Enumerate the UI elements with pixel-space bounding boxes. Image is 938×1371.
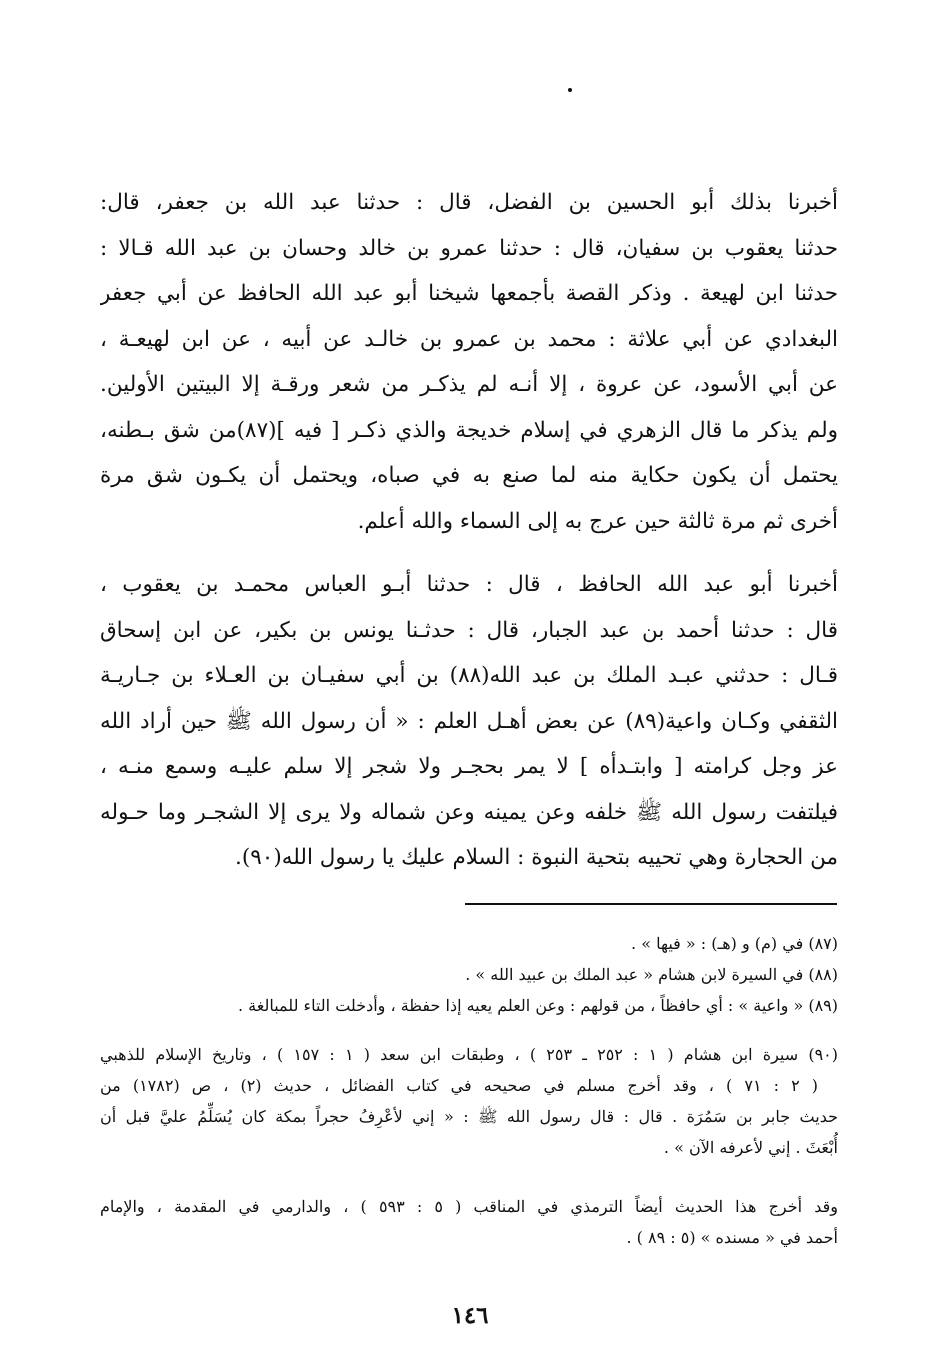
- footnote-line: أُبْعَثَ . إني لأعرفه الآن » .: [663, 1138, 838, 1157]
- footnote-line: أحمد في « مسنده » (٥ : ٨٩ ) .: [626, 1228, 838, 1247]
- footnote-88: (٨٨) في السيرة لابن هشام « عبد الملك بن عبيد الله » .: [465, 965, 838, 984]
- text-line: ولم يذكر ما قال الزهري في إسلام خديجة والذي ذكـر [ فيه ](٨٧)من شق بـطنه،: [100, 417, 838, 443]
- text-line: قـال : حدثني عبـد الملك بن عبد الله(٨٨) بن أبي سفيـان بن العـلاء بن جـاريـة: [100, 663, 838, 688]
- footnote-87: (٨٧) في (م) و (هـ) : « فيها » .: [631, 934, 838, 953]
- printing-mark: [568, 88, 572, 92]
- footnote-90: [100, 1039, 838, 1163]
- text-line: حدثنا يعقوب بن سفيان، قال : حدثنا عمرو بن خالد وحسان بن عبد الله قـالا :: [100, 235, 838, 261]
- footnote-separator: [465, 903, 837, 905]
- text-line: يحتمل أن يكون حكاية منه لما صنع به في صباه، ويحتمل أن يكـون شق مرة: [100, 463, 838, 488]
- text-line: أخرى ثم مرة ثالثة حين عرج به إلى السماء والله أعلم.: [357, 508, 838, 534]
- text-line: أخبرنا أبو عبد الله الحافظ ، قال : حدثنا أبـو العباس محمـد بن يعقوب ،: [100, 572, 838, 597]
- footnote-line: حديث جابر بن سَمُرَة . قال : قال رسول الله ﷺ : « إني لأعْرِفُ حجراً بمكة كان يُسَلِّمُ عليَّ قبل أن: [100, 1107, 838, 1126]
- text-line: فيلتفت رسول الله ﷺ خلفه وعن يمينه وعن شماله ولا يرى إلا الشجـر وما حـوله: [100, 799, 838, 825]
- text-line: أخبرنا بذلك أبو الحسين بن الفضل، قال : حدثنا عبد الله بن جعفر، قال:: [100, 190, 838, 215]
- footnote-line: وقد أخرج هذا الحديث أيضاً الترمذي في المناقب ( ٥ : ٥٩٣ ) ، والدارمي في المقدمة ، والإمام: [100, 1197, 838, 1216]
- text-line: البغدادي عن أبي علاثة : محمد بن عمرو بن خالـد عن أبيه ، عن ابن لهيعـة ،: [100, 326, 838, 352]
- footnote-90-continued: [100, 1191, 838, 1253]
- page-number: ١٤٦: [451, 1302, 489, 1329]
- text-line: عن أبي الأسود، عن عروة ، إلا أنـه لم يذكـر من شعر ورقـة إلا البيتين الأولين.: [100, 372, 838, 397]
- footnote-line: (٩٠) سيرة ابن هشام ( ١ : ٢٥٢ ـ ٢٥٣ ) ، وطبقات ابن سعد ( ١ : ١٥٧ ) ، وتاريخ الإسلام للذهبي: [100, 1045, 838, 1064]
- text-line: عز وجل كرامته [ وابتـدأه ] لا يمر بحجـر ولا شجر إلا سلم عليـه وسمع منـه ،: [100, 754, 838, 779]
- footnote-89: (٨٩) « واعية » : أي حافظاً ، من قولهم : وعن العلم يعيه إذا حفظة ، وأدخلت التاء للمبالغة .: [238, 996, 838, 1015]
- main-paragraph-1: [100, 180, 838, 544]
- footnotes-block-1: [100, 928, 838, 1021]
- main-paragraph-2: [100, 562, 838, 881]
- text-line: من الحجارة وهي تحييه بتحية النبوة : السلام عليك يا رسول الله(٩٠).: [235, 845, 838, 870]
- text-line: الثقفي وكـان واعية(٨٩) عن بعض أهـل العلم : « أن رسول الله ﷺ حين أراد الله: [100, 708, 838, 734]
- text-line: قال : حدثنا أحمد بن عبد الجبار، قال : حدثـنا يونس بن بكير، عن ابن إسحاق: [100, 617, 838, 643]
- text-line: حدثنا ابن لهيعة . وذكر القصة بأجمعها شيخنا أبو عبد الله الحافظ عن أبي جعفر: [100, 281, 838, 306]
- footnote-line: ( ٢ : ٧١ ) ، وقد أخرج مسلم في صحيحه في كتاب الفضائل ، حديث (٢) ، ص (١٧٨٢) من: [100, 1076, 819, 1095]
